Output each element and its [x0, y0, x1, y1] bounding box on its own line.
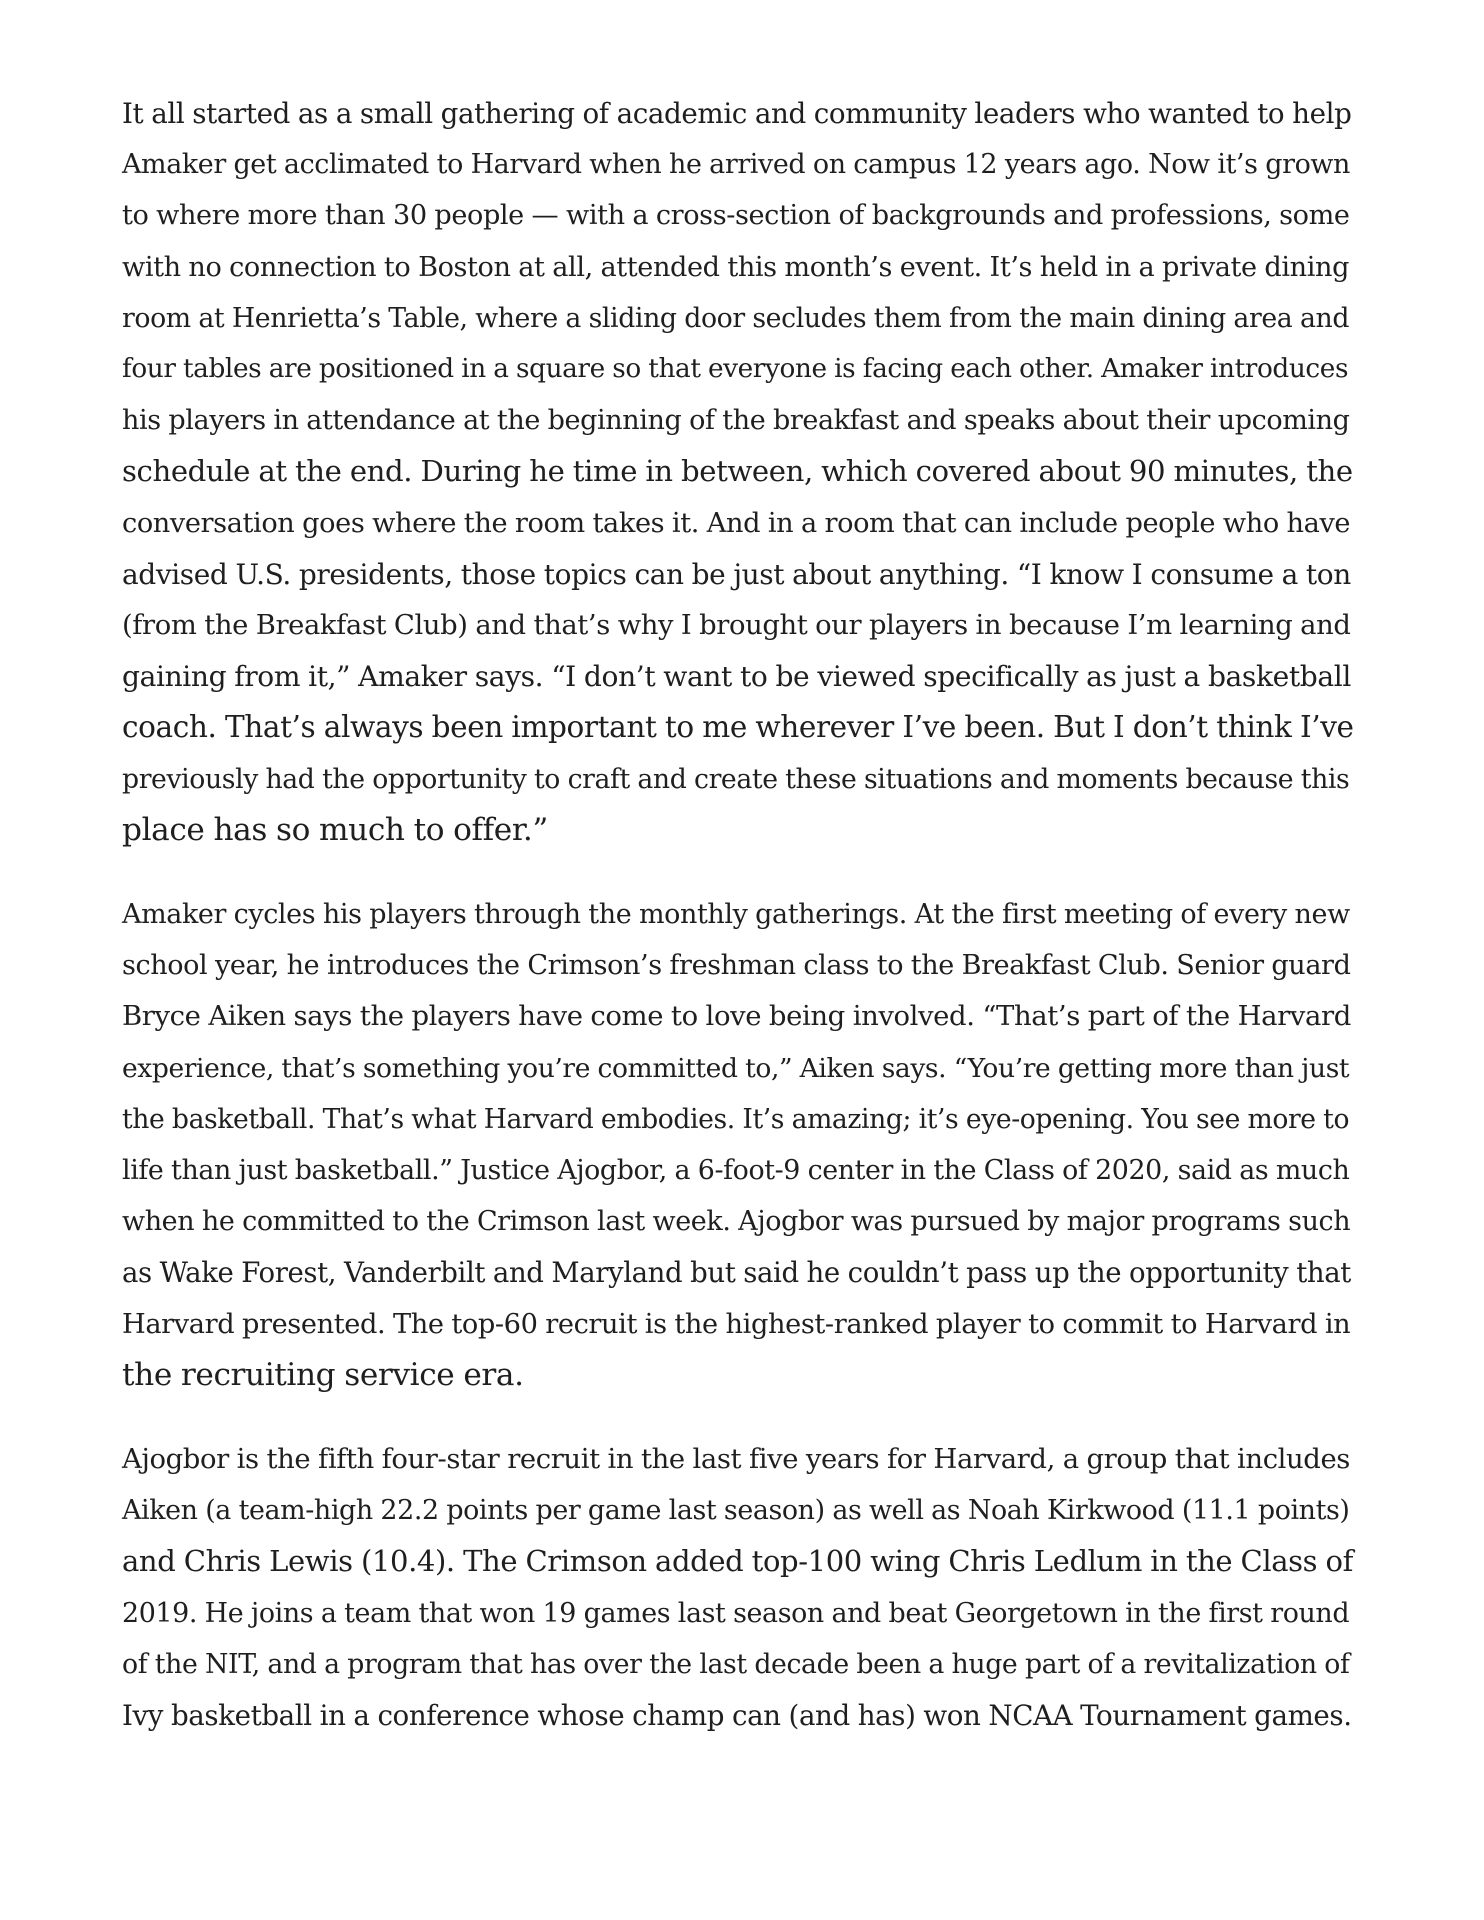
paragraph-player-involvement: [122, 889, 1362, 1401]
text-line: 2019. He joins a team that won 19 games last season and beat Georgetown in the first round: [122, 1597, 1350, 1629]
text-line: place has so much to offer.”: [122, 811, 548, 848]
text-line: as Wake Forest, Vanderbilt and Maryland but said he couldn’t pass up the opportunity that: [122, 1256, 1351, 1290]
text-line: schedule at the end. During he time in between, which covered about 90 minutes, the: [122, 454, 1353, 489]
text-line: the recruiting service era.: [122, 1356, 524, 1393]
paragraph-breakfast-club-origin: [122, 88, 1362, 856]
text-line: conversation goes where the room takes it. And in a room that can include people who have: [122, 507, 1351, 539]
text-line: when he committed to the Crimson last week. Ajogbor was pursued by major programs such: [122, 1206, 1351, 1238]
text-line: Ivy basketball in a conference whose champ can (and has) won NCAA Tournament games.: [122, 1699, 1352, 1733]
text-line: room at Henrietta’s Table, where a sliding door secludes them from the main dining area and: [122, 302, 1350, 334]
text-line: life than just basketball.” Justice Ajogbor, a 6-foot-9 center in the Class of 2020, said as much: [122, 1155, 1350, 1187]
text-line: school year, he introduces the Crimson’s freshman class to the Breakfast Club. Senior guard: [122, 950, 1351, 982]
text-line: coach. That’s always been important to me wherever I’ve been. But I don’t think I’ve: [122, 710, 1354, 745]
text-line: (from the Breakfast Club) and that’s why I brought our players in because I’m learning and: [122, 610, 1351, 642]
text-line: and Chris Lewis (10.4). The Crimson added top-100 wing Chris Ledlum in the Class of: [122, 1544, 1353, 1579]
text-line: of the NIT, and a program that has over the last decade been a huge part of a revitalization of: [122, 1648, 1350, 1680]
text-line: Harvard presented. The top-60 recruit is the highest-ranked player to commit to Harvard in: [122, 1308, 1351, 1340]
text-line: Amaker get acclimated to Harvard when he arrived on campus 12 years ago. Now it’s grown: [122, 149, 1351, 181]
text-line: four tables are positioned in a square so that everyone is facing each other. Amaker introduces: [122, 354, 1349, 385]
paragraph-recruiting: [122, 1434, 1362, 1741]
article-body: [122, 88, 1362, 1774]
text-line: Bryce Aiken says the players have come to love being involved. “That’s part of the Harvard: [122, 1000, 1351, 1033]
text-line: experience, that’s something you’re committed to,” Aiken says. “You’re getting more than just: [122, 1052, 1350, 1084]
text-line: to where more than 30 people — with a cross-section of backgrounds and professions, some: [122, 200, 1350, 232]
text-line: previously had the opportunity to craft and create these situations and moments because this: [122, 763, 1350, 795]
text-line: the basketball. That’s what Harvard embodies. It’s amazing; it’s eye-opening. You see more to: [122, 1103, 1350, 1135]
text-line: with no connection to Boston at all, attended this month’s event. It’s held in a private dining: [122, 251, 1350, 283]
text-line: Amaker cycles his players through the monthly gatherings. At the first meeting of every new: [122, 899, 1350, 931]
text-line: his players in attendance at the beginning of the breakfast and speaks about their upcoming: [122, 405, 1350, 437]
text-line: Aiken (a team-high 22.2 points per game last season) as well as Noah Kirkwood (11.1 points): [122, 1495, 1350, 1527]
text-line: Ajogbor is the fifth four-star recruit in the last five years for Harvard, a group that includes: [122, 1444, 1350, 1476]
text-line: advised U.S. presidents, those topics can be just about anything. “I know I consume a ton: [122, 557, 1351, 591]
text-line: gaining from it,” Amaker says. “I don’t want to be viewed specifically as just a basketball: [122, 660, 1351, 694]
text-line: It all started as a small gathering of academic and community leaders who wanted to help: [122, 97, 1352, 130]
